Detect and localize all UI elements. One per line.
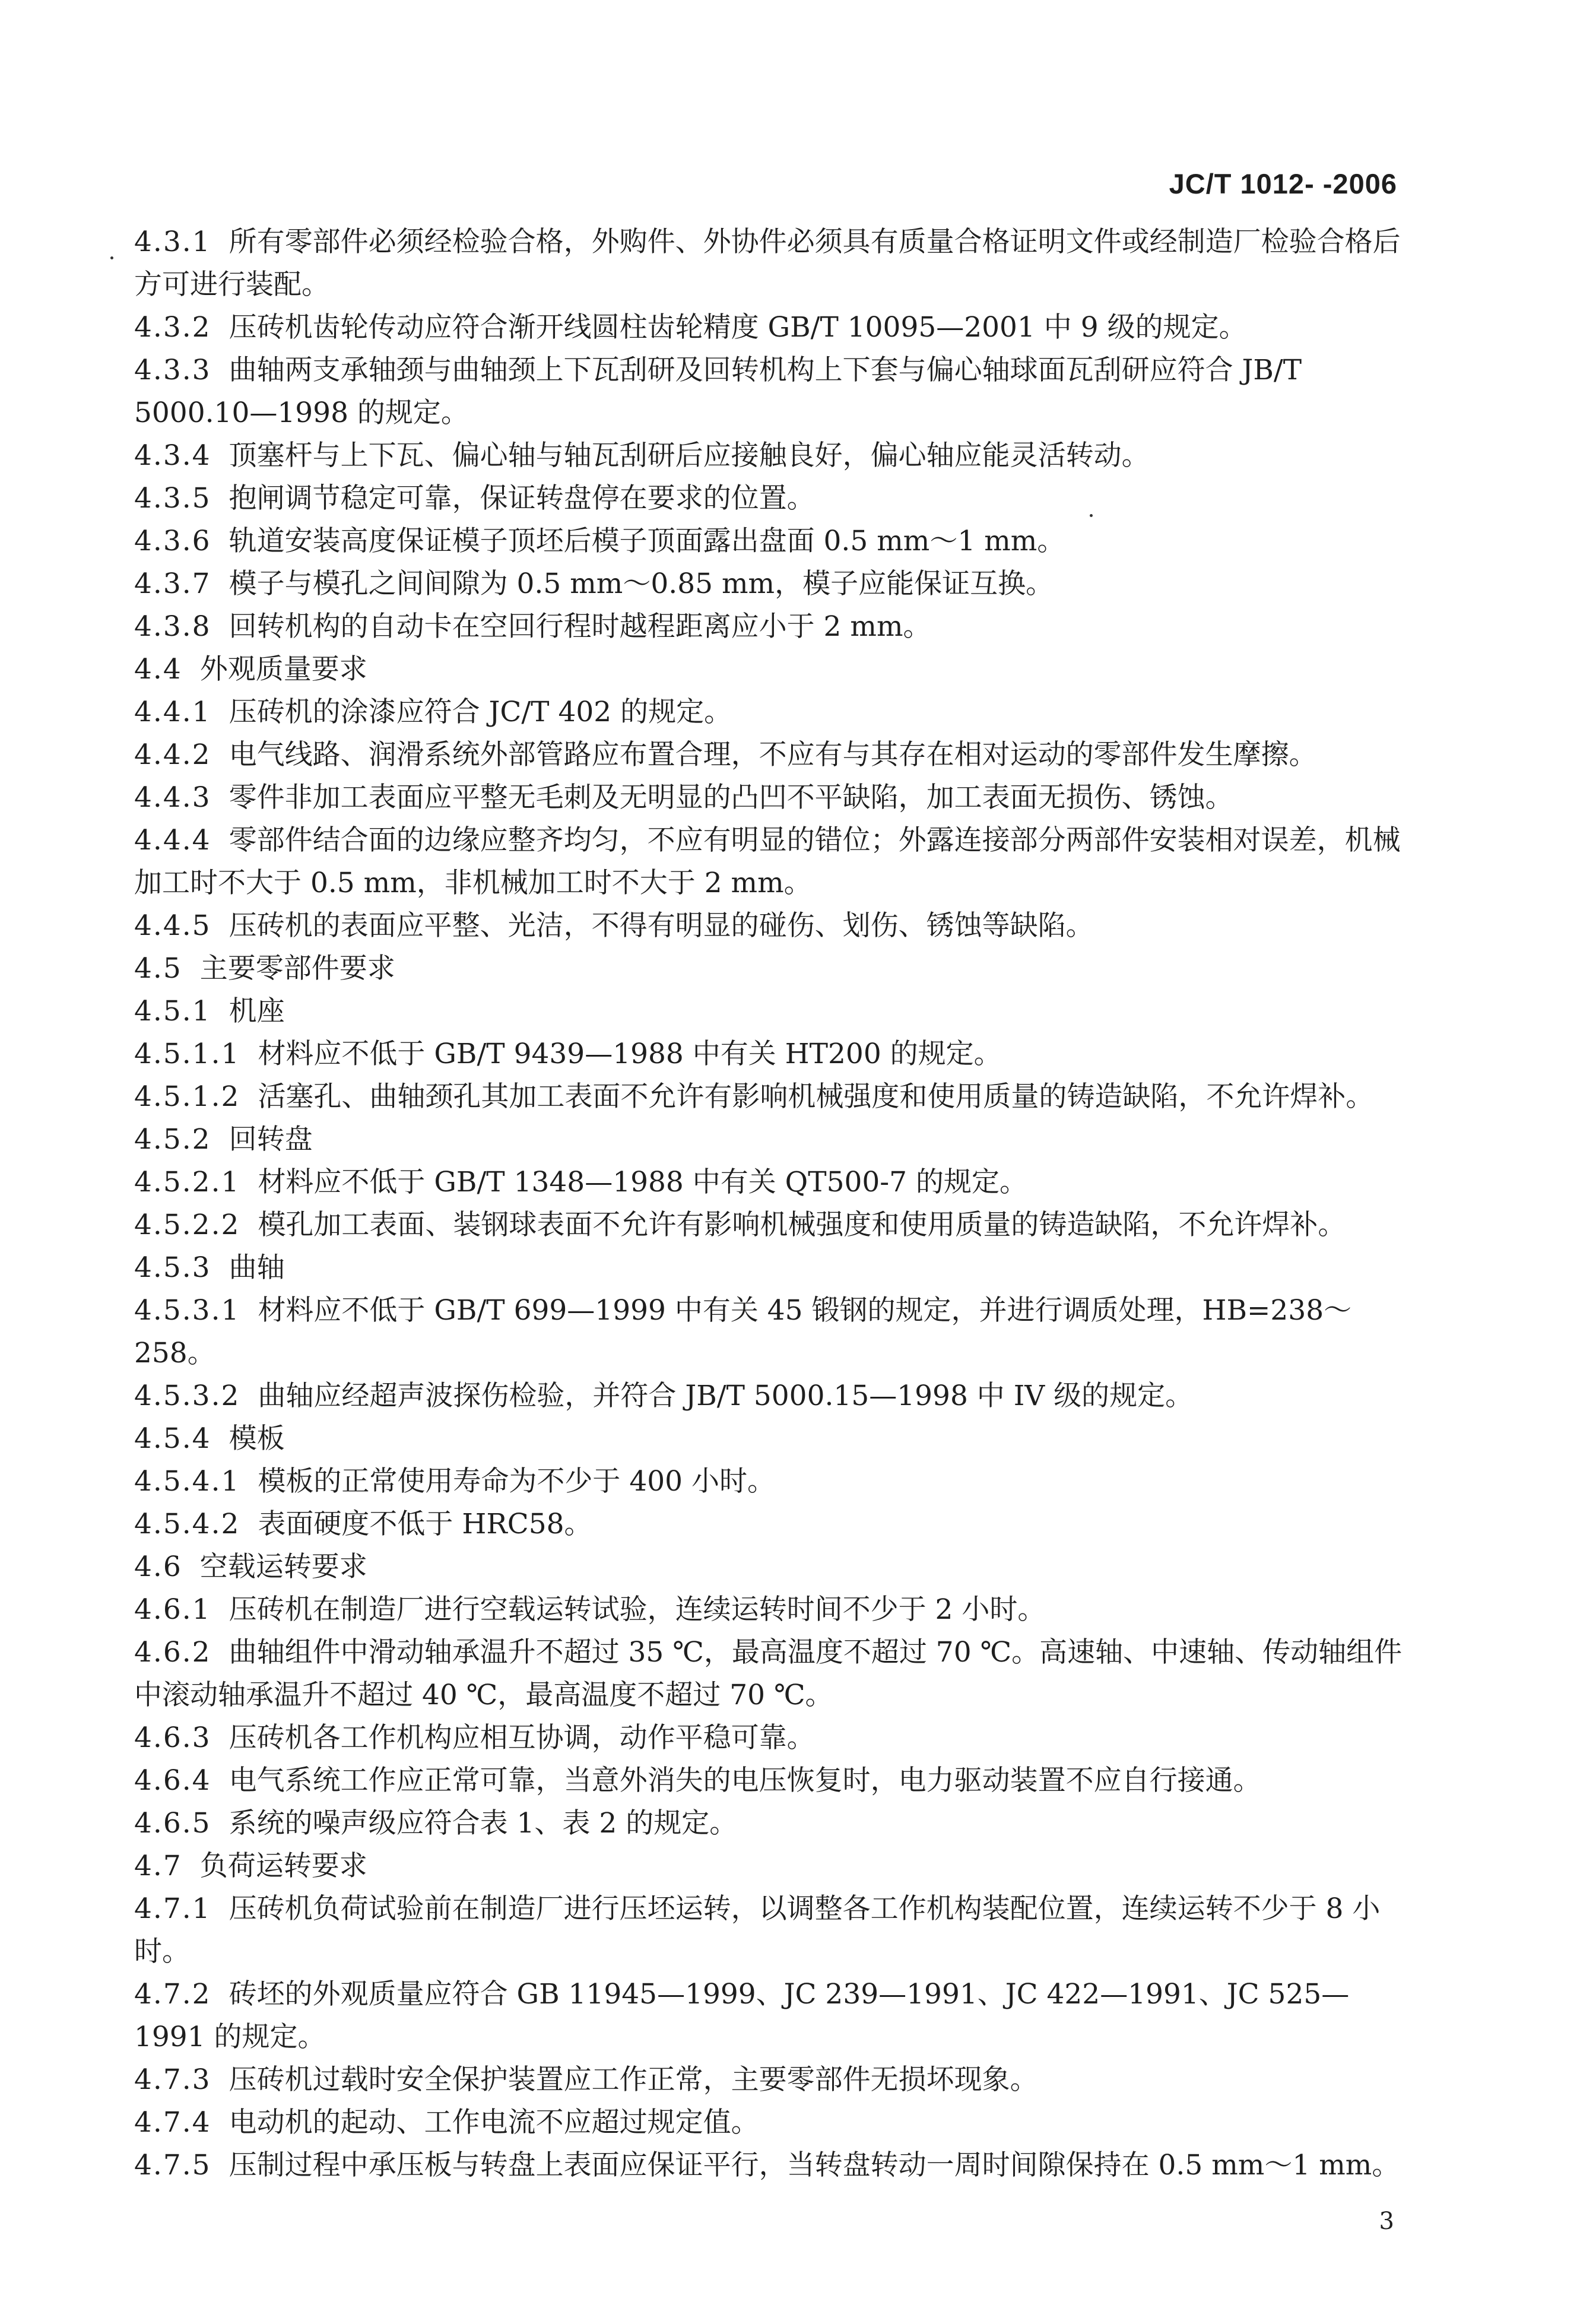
paragraph-4-5-2-1 xyxy=(134,1161,1404,1204)
clause-number: 4.6.4 xyxy=(134,1764,211,1797)
paragraph-4-6-5 xyxy=(134,1802,1404,1845)
clause-text: 压砖机各工作机构应相互协调，动作平稳可靠。 xyxy=(229,1721,815,1754)
paragraph-4-3-3 xyxy=(134,349,1404,435)
paragraph-4-3-4 xyxy=(134,435,1404,477)
clause-number: 4.7.4 xyxy=(134,2106,211,2139)
scan-speck xyxy=(110,256,113,259)
clause-number: 4.5.3.2 xyxy=(134,1380,240,1412)
paragraph-4-5-2-2 xyxy=(134,1204,1404,1247)
clause-text: 所有零部件必须经检验合格，外购件、外协件必须具有质量合格证明文件或经制造厂检验合格后方可进行装配。 xyxy=(134,226,1401,301)
paragraph-4-7-1 xyxy=(134,1888,1404,1973)
clause-number: 4.3.3 xyxy=(134,354,211,386)
subsection-heading-4-5-4 xyxy=(134,1418,1404,1460)
section-title: 模板 xyxy=(229,1422,285,1455)
paragraph-4-3-5 xyxy=(134,477,1404,520)
clause-text: 压砖机的涂漆应符合 JC/T 402 的规定。 xyxy=(229,696,732,728)
paragraph-4-4-3 xyxy=(134,776,1404,819)
document-body xyxy=(134,221,1404,2187)
clause-number: 4.3.5 xyxy=(134,482,211,515)
clause-number: 4.6.1 xyxy=(134,1593,211,1626)
subsection-heading-4-5-1 xyxy=(134,990,1404,1033)
clause-number: 4.7 xyxy=(134,1850,182,1882)
section-heading-4-5 xyxy=(134,947,1404,990)
clause-text: 模子与模孔之间间隙为 0.5 mm～0.85 mm，模子应能保证互换。 xyxy=(229,567,1054,600)
section-title: 空载运转要求 xyxy=(199,1551,367,1583)
paragraph-4-5-3-2 xyxy=(134,1375,1404,1418)
section-title: 回转盘 xyxy=(229,1123,313,1156)
paragraph-4-7-3 xyxy=(134,2059,1404,2101)
clause-text: 压砖机的表面应平整、光洁，不得有明显的碰伤、划伤、锈蚀等缺陷。 xyxy=(229,909,1094,942)
clause-number: 4.7.3 xyxy=(134,2063,211,2096)
paragraph-4-3-8 xyxy=(134,605,1404,648)
section-title: 主要零部件要求 xyxy=(199,952,395,985)
clause-text: 曲轴两支承轴颈与曲轴颈上下瓦刮研及回转机构上下套与偏心轴球面瓦刮研应符合 JB/T 5000.10—1998 的规定。 xyxy=(134,354,1302,429)
paragraph-4-5-4-2 xyxy=(134,1503,1404,1546)
clause-number: 4.5.4 xyxy=(134,1422,211,1455)
clause-text: 系统的噪声级应符合表 1、表 2 的规定。 xyxy=(229,1807,738,1840)
paragraph-4-4-4 xyxy=(134,819,1404,905)
clause-text: 压砖机负荷试验前在制造厂进行压坯运转，以调整各工作机构装配位置，连续运转不少于 8 小时。 xyxy=(134,1892,1381,1968)
paragraph-4-5-1-2 xyxy=(134,1076,1404,1118)
clause-number: 4.3.6 xyxy=(134,525,211,557)
clause-text: 电气线路、润滑系统外部管路应布置合理，不应有与其存在相对运动的零部件发生摩擦。 xyxy=(229,738,1317,771)
clause-text: 砖坯的外观质量应符合 GB 11945—1999、JC 239—1991、JC 422—1991、JC 525—1991 的规定。 xyxy=(134,1978,1350,2053)
paragraph-4-7-4 xyxy=(134,2101,1404,2144)
section-title: 机座 xyxy=(229,995,285,1028)
clause-number: 4.4 xyxy=(134,653,182,686)
clause-text: 模板的正常使用寿命为不少于 400 小时。 xyxy=(258,1465,776,1498)
clause-number: 4.5.4.1 xyxy=(134,1465,240,1498)
paragraph-4-6-1 xyxy=(134,1589,1404,1631)
section-title: 负荷运转要求 xyxy=(199,1850,367,1882)
clause-text: 抱闸调节稳定可靠，保证转盘停在要求的位置。 xyxy=(229,482,815,515)
subsection-heading-4-5-2 xyxy=(134,1118,1404,1161)
clause-text: 电气系统工作应正常可靠，当意外消失的电压恢复时，电力驱动装置不应自行接通。 xyxy=(229,1764,1261,1797)
paragraph-4-6-4 xyxy=(134,1759,1404,1802)
clause-text: 压制过程中承压板与转盘上表面应保证平行，当转盘转动一周时间隙保持在 0.5 mm～1 mm。 xyxy=(229,2149,1400,2182)
clause-number: 4.3.7 xyxy=(134,567,211,600)
paragraph-4-7-5 xyxy=(134,2144,1404,2187)
clause-text: 回转机构的自动卡在空回行程时越程距离应小于 2 mm。 xyxy=(229,610,931,643)
clause-number: 4.5.2 xyxy=(134,1123,211,1156)
clause-number: 4.5.3 xyxy=(134,1251,211,1284)
subsection-heading-4-5-3 xyxy=(134,1247,1404,1289)
clause-text: 零件非加工表面应平整无毛刺及无明显的凸凹不平缺陷，加工表面无损伤、锈蚀。 xyxy=(229,781,1233,814)
paragraph-4-3-2 xyxy=(134,306,1404,349)
clause-text: 压砖机过载时安全保护装置应工作正常，主要零部件无损坏现象。 xyxy=(229,2063,1038,2096)
clause-text: 表面硬度不低于 HRC58。 xyxy=(258,1508,592,1540)
clause-number: 4.5 xyxy=(134,952,182,985)
clause-text: 零部件结合面的边缘应整齐均匀，不应有明显的错位；外露连接部分两部件安装相对误差，机械加工时不大于 0.5 mm，非机械加工时不大于 2 mm。 xyxy=(134,824,1401,899)
clause-number: 4.6 xyxy=(134,1551,182,1583)
clause-number: 4.5.3.1 xyxy=(134,1294,240,1327)
clause-text: 模孔加工表面、装钢球表面不允许有影响机械强度和使用质量的铸造缺陷，不允许焊补。 xyxy=(258,1209,1346,1241)
paragraph-4-6-3 xyxy=(134,1717,1404,1759)
clause-number: 4.5.2.2 xyxy=(134,1209,240,1241)
clause-number: 4.3.2 xyxy=(134,311,211,344)
clause-text: 压砖机在制造厂进行空载运转试验，连续运转时间不少于 2 小时。 xyxy=(229,1593,1046,1626)
paragraph-4-5-4-1 xyxy=(134,1460,1404,1503)
paragraph-4-4-1 xyxy=(134,691,1404,734)
paragraph-4-3-6 xyxy=(134,520,1404,563)
clause-number: 4.7.5 xyxy=(134,2149,211,2182)
clause-number: 4.6.3 xyxy=(134,1721,211,1754)
clause-text: 材料应不低于 GB/T 1348—1988 中有关 QT500-7 的规定。 xyxy=(258,1166,1027,1199)
paragraph-4-3-7 xyxy=(134,563,1404,605)
clause-number: 4.7.2 xyxy=(134,1978,211,2011)
clause-number: 4.5.1 xyxy=(134,995,211,1028)
clause-text: 材料应不低于 GB/T 699—1999 中有关 45 锻钢的规定，并进行调质处理，HB=238～258。 xyxy=(134,1294,1352,1369)
paragraph-4-5-1-1 xyxy=(134,1033,1404,1076)
clause-number: 4.4.5 xyxy=(134,909,211,942)
paragraph-4-4-2 xyxy=(134,734,1404,776)
clause-text: 压砖机齿轮传动应符合渐开线圆柱齿轮精度 GB/T 10095—2001 中 9 级的规定。 xyxy=(229,311,1247,344)
clause-number: 4.6.5 xyxy=(134,1807,211,1840)
clause-number: 4.5.1.1 xyxy=(134,1038,240,1070)
page-number: 3 xyxy=(1379,2208,1394,2235)
clause-number: 4.5.2.1 xyxy=(134,1166,240,1199)
clause-number: 4.4.4 xyxy=(134,824,211,857)
paragraph-4-3-1 xyxy=(134,221,1404,306)
clause-number: 4.6.2 xyxy=(134,1636,211,1669)
section-title: 外观质量要求 xyxy=(199,653,367,686)
clause-text: 材料应不低于 GB/T 9439—1988 中有关 HT200 的规定。 xyxy=(258,1038,1002,1070)
clause-text: 曲轴组件中滑动轴承温升不超过 35 ℃，最高温度不超过 70 ℃。高速轴、中速轴、传动轴组件中滚动轴承温升不超过 40 ℃，最高温度不超过 70 ℃。 xyxy=(134,1636,1403,1711)
paragraph-4-4-5 xyxy=(134,905,1404,947)
paragraph-4-7-2 xyxy=(134,1973,1404,2059)
clause-number: 4.4.3 xyxy=(134,781,211,814)
clause-number: 4.7.1 xyxy=(134,1892,211,1925)
clause-text: 活塞孔、曲轴颈孔其加工表面不允许有影响机械强度和使用质量的铸造缺陷，不允许焊补。 xyxy=(258,1080,1374,1113)
clause-text: 顶塞杆与上下瓦、偏心轴与轴瓦刮研后应接触良好，偏心轴应能灵活转动。 xyxy=(229,439,1150,472)
clause-number: 4.4.1 xyxy=(134,696,211,728)
clause-number: 4.3.8 xyxy=(134,610,211,643)
clause-text: 曲轴应经超声波探伤检验，并符合 JB/T 5000.15—1998 中 IV 级的规定。 xyxy=(258,1380,1194,1412)
paragraph-4-5-3-1 xyxy=(134,1289,1404,1375)
clause-text: 轨道安装高度保证模子顶坯后模子顶面露出盘面 0.5 mm～1 mm。 xyxy=(229,525,1065,557)
section-title: 曲轴 xyxy=(229,1251,285,1284)
section-heading-4-7 xyxy=(134,1845,1404,1888)
clause-number: 4.5.4.2 xyxy=(134,1508,240,1540)
clause-number: 4.3.4 xyxy=(134,439,211,472)
section-heading-4-4 xyxy=(134,648,1404,691)
paragraph-4-6-2 xyxy=(134,1631,1404,1717)
clause-text: 电动机的起动、工作电流不应超过规定值。 xyxy=(229,2106,759,2139)
clause-number: 4.3.1 xyxy=(134,226,211,258)
standard-code-header: JC/T 1012- -2006 xyxy=(1169,168,1397,199)
clause-number: 4.4.2 xyxy=(134,738,211,771)
clause-number: 4.5.1.2 xyxy=(134,1080,240,1113)
section-heading-4-6 xyxy=(134,1546,1404,1589)
